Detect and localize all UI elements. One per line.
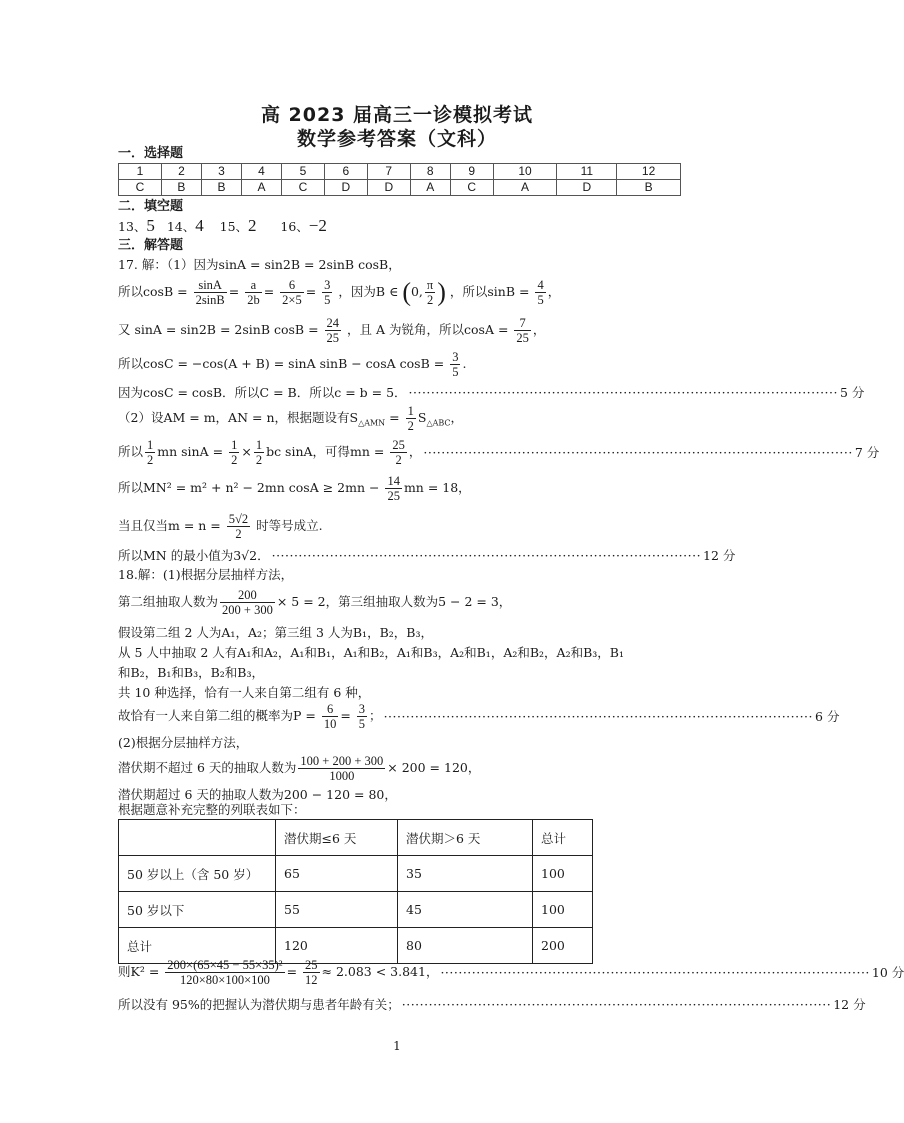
table-cell: 120 [276, 928, 398, 964]
fraction [325, 316, 342, 345]
numerator: 25 [305, 958, 318, 972]
table-cell [119, 820, 276, 856]
denominator: 5 [537, 293, 544, 307]
numerator: 100 + 200 + 300 [300, 754, 384, 768]
choice-answer-table [118, 163, 681, 196]
question-number-row [119, 164, 681, 180]
answer-cell: B [201, 180, 241, 196]
question-number: 9 [450, 164, 493, 180]
text: × 200 = 120， [387, 760, 481, 775]
denominator: 200 + 300 [222, 603, 273, 617]
q18-line-11: 根据题意补充完整的列联表如下： [118, 802, 306, 817]
text: 所以cosC = −cos(A + B) = sinA sinB − cosA cosB = [118, 356, 445, 371]
text: ≈ 2.083 < 3.841， [321, 964, 439, 979]
question-number: 2 [161, 164, 201, 180]
fraction [280, 278, 304, 307]
q18-line-9 [118, 754, 480, 783]
dot-leader: ································································································ [440, 964, 870, 980]
fraction [385, 474, 402, 503]
text: ， [450, 410, 464, 425]
fill-value: −2 [308, 216, 327, 235]
fill-label: 13、 [118, 219, 147, 234]
q17-line-8 [118, 474, 471, 503]
fraction [390, 438, 407, 467]
fill-label: 15、 [219, 219, 249, 234]
q17-line-4: 所以cosC = −cos(A + B) = sinA sinB − cosA cosB = $\frac{3}{5}$ . [118, 350, 467, 379]
answer-row [119, 180, 681, 196]
q17-line-1: 17. 解：（1）因为sinA = sin2B = 2sinB cosB， [118, 257, 401, 272]
fraction [425, 278, 435, 307]
text: ，因为B ∈ [338, 284, 399, 299]
denominator: 2 [147, 453, 154, 467]
answer-cell: A [410, 180, 450, 196]
dot-leader: ································································································ [408, 385, 838, 400]
answer-cell: B [161, 180, 201, 196]
numerator: a [245, 278, 262, 293]
question-number: 8 [410, 164, 450, 180]
dot-leader: ································································································ [423, 444, 853, 460]
subscript: △AMN [358, 418, 386, 428]
text: ， [408, 444, 422, 459]
text: 潜伏期不超过 6 天的抽取人数为 [118, 760, 297, 775]
numerator: 6 [280, 278, 304, 293]
text: 当且仅当m = n = [118, 518, 221, 533]
question-number: 1 [119, 164, 162, 180]
page-number: 1 [393, 1039, 401, 1053]
score: 6 分 [815, 708, 840, 724]
denominator: 5 [324, 293, 331, 307]
denominator: 25 [387, 489, 400, 503]
score: 12 分 [703, 548, 736, 563]
text: 因为cosC = cosB．所以C = B．所以c = b = 5． [118, 385, 407, 400]
numerator: 1 [147, 438, 154, 452]
denominator: 2 [231, 453, 238, 467]
answer-cell: B [617, 180, 681, 196]
fill-value: 2 [248, 216, 257, 235]
numerator: 7 [514, 316, 531, 331]
fraction [322, 702, 339, 731]
table-cell: 45 [398, 892, 533, 928]
q18-line-1: 18.解：(1)根据分层抽样方法， [118, 567, 294, 582]
denominator: 5 [358, 717, 366, 731]
table-cell: 35 [398, 856, 533, 892]
q17-line-3: 又 sinA = sin2B = 2sinB cosB = $\frac{24}{25}$ ，且 A 为锐角，所以cosA = $\frac{7}{25}$ ， [118, 316, 546, 345]
table-header-cell: 潜伏期＞6 天 [398, 820, 533, 856]
numerator: 5√2 [228, 512, 249, 526]
text: 所以cosB = [118, 284, 188, 299]
text: 所以没有 95%的把握认为潜伏期与患者年龄有关； [118, 997, 400, 1012]
text: 所以 [118, 444, 144, 459]
denominator: 2 [426, 293, 434, 307]
fraction [165, 958, 284, 987]
denominator: 5 [452, 365, 459, 379]
fraction [229, 438, 239, 467]
numerator: 14 [387, 474, 400, 488]
open-paren: ( [402, 277, 411, 307]
document-subtitle: 数学参考答案（文科） [296, 128, 497, 150]
section-heading-fill: 二．填空题 [118, 199, 184, 214]
text: ； [369, 708, 382, 723]
question-number: 3 [201, 164, 241, 180]
numerator: 1 [255, 438, 263, 452]
denominator: 2×5 [282, 293, 302, 307]
score: 10 分 [871, 964, 904, 980]
text: ，所以sinB = [449, 284, 530, 299]
numerator: 6 [322, 702, 339, 717]
table-row [119, 856, 593, 892]
answer-cell: A [241, 180, 281, 196]
denominator: 2 [407, 419, 414, 433]
text: 第二组抽取人数为 [118, 594, 219, 609]
text: 所以MN² = m² + n² − 2mn cosA ≥ 2mn − [118, 480, 380, 495]
q17-line-9 [118, 512, 323, 541]
fraction [303, 958, 320, 987]
numerator: 3 [452, 350, 459, 364]
numerator: 3 [324, 278, 331, 292]
table-cell: 65 [276, 856, 398, 892]
answer-cell: C [450, 180, 493, 196]
fill-value: 4 [195, 216, 204, 235]
fill-answers [118, 217, 327, 236]
table-row [119, 892, 593, 928]
fraction [254, 438, 264, 467]
score: 7 分 [854, 444, 880, 460]
numerator: π [426, 278, 434, 292]
table-cell: 80 [398, 928, 533, 964]
text: mn = 18， [403, 480, 471, 495]
fraction [450, 350, 460, 379]
text: bc sinA，可得mn = [266, 444, 385, 459]
section-heading-solve: 三．解答题 [118, 238, 184, 253]
denominator: 2b [247, 293, 260, 307]
denominator: 2 [235, 527, 242, 541]
table-cell: 200 [533, 928, 593, 964]
numerator: 1 [407, 404, 414, 418]
text: 则K² = [118, 964, 160, 979]
text: 0, [410, 284, 423, 299]
denominator: 25 [516, 331, 529, 345]
numerator: 1 [231, 438, 238, 452]
denominator: 25 [326, 331, 340, 345]
fraction [220, 588, 275, 617]
text: × [241, 444, 252, 459]
q18-line-5: 和B₂，B₁和B₃，B₂和B₃， [118, 665, 264, 680]
q18-line-10: 潜伏期超过 6 天的抽取人数为200 − 120 = 80， [118, 787, 397, 802]
q18-line-2 [118, 588, 511, 617]
numerator: 4 [537, 278, 544, 292]
text: 故恰有一人来自第二组的概率为P = [118, 708, 316, 723]
q18-line-12 [118, 958, 904, 987]
q17-line-7 [118, 438, 880, 467]
question-number: 12 [617, 164, 681, 180]
fraction [194, 278, 227, 307]
table-cell: 100 [533, 892, 593, 928]
score: 12 分 [833, 997, 866, 1012]
subscript: △ABC [426, 418, 451, 428]
question-number: 6 [324, 164, 367, 180]
text-group: 则K² = $\frac{\text{200×(65×45 − 55×35)²}}{120\times 80\times 100\times 100}$ = $\frac{25}{12}$ ≈ 2.083 < 3.841， [118, 958, 439, 987]
text: 又 sinA = sin2B = 2sinB cosB = [118, 322, 319, 337]
close-paren: ) [437, 277, 446, 307]
numerator: 24 [326, 316, 340, 330]
fraction [322, 278, 332, 307]
question-number: 10 [493, 164, 557, 180]
q17-line-5 [118, 384, 865, 402]
fraction [514, 316, 531, 345]
q18-line-8: (2)根据分层抽样方法， [118, 735, 249, 750]
denominator: 10 [323, 717, 337, 731]
q18-line-6: 共 10 种选择，恰有一人来自第二组有 6 种， [118, 685, 371, 700]
denominator: 2sinB [195, 293, 225, 307]
fill-label: 16、 [280, 219, 309, 234]
q18-line-7 [118, 702, 840, 731]
table-cell: 50 岁以上（含 50 岁） [119, 856, 276, 892]
text: 所以MN 的最小值为3√2． [118, 548, 270, 563]
answer-cell: D [367, 180, 410, 196]
dot-leader: ································································································ [383, 708, 814, 724]
denominator: 12 [305, 973, 318, 987]
fraction [298, 754, 385, 783]
q18-line-3: 假设第二组 2 人为A₁，A₂；第三组 3 人为B₁，B₂，B₃， [118, 625, 433, 640]
text: × 5 = 2，第三组抽取人数为5 − 2 = 3， [276, 594, 512, 609]
numerator: 200 [220, 588, 275, 603]
fraction [406, 404, 416, 433]
denominator: 120×80×100×100 [179, 973, 270, 987]
table-cell: 100 [533, 856, 593, 892]
numerator: 25 [392, 438, 405, 452]
text: mn sinA = [157, 444, 224, 459]
answer-cell: D [557, 180, 617, 196]
denominator: 2 [255, 453, 263, 467]
fraction [145, 438, 155, 467]
answer-cell: C [119, 180, 162, 196]
score: 5 分 [839, 385, 865, 400]
fraction [535, 278, 545, 307]
table-header-cell: 潜伏期≤6 天 [276, 820, 398, 856]
numerator: 200×(65×45 − 55×35)² [167, 958, 283, 972]
fill-value: 5 [146, 216, 155, 235]
q17-line-2: 所以cosB = $\frac{\sin A}{2\sin B}$ = $\frac{a}{2b}$ = $\frac{6}{2\times 5}$ = $\frac{3}{5}$ ，因为B ∈ (0, $\frac{\pi}{2}$ ) ，所以sinB = $\frac{4}{5}$ ， [118, 277, 561, 307]
q17-line-10 [118, 547, 736, 565]
fill-label: 14、 [166, 219, 196, 234]
text-group [118, 438, 421, 467]
text: 时等号成立. [256, 518, 323, 533]
fraction [227, 512, 250, 541]
text-group: 故恰有一人来自第二组的概率为P = $\frac{6}{10}$ = $\frac{3}{5}$ ； [118, 702, 382, 731]
table-header-cell: 总计 [533, 820, 593, 856]
q18-line-4: 从 5 人中抽取 2 人有A₁和A₂，A₁和B₁，A₁和B₂，A₁和B₃，A₂和B₁，A₂和B₂，A₂和B₃，B₁ [118, 645, 624, 660]
question-number: 11 [557, 164, 617, 180]
denominator: 2 [395, 453, 402, 467]
fraction [245, 278, 262, 307]
table-cell: 50 岁以下 [119, 892, 276, 928]
question-number: 7 [367, 164, 410, 180]
contingency-table [118, 819, 593, 964]
answer-cell: D [324, 180, 367, 196]
question-number: 4 [241, 164, 281, 180]
answer-cell: C [281, 180, 324, 196]
denominator: 1000 [329, 769, 355, 783]
answer-cell: A [493, 180, 557, 196]
q18-line-13 [118, 996, 866, 1014]
question-number: 5 [281, 164, 324, 180]
numerator: sinA [194, 278, 227, 293]
table-cell: 55 [276, 892, 398, 928]
document-title: 高 2023 届高三一诊模拟考试 [260, 104, 534, 126]
text: S [417, 410, 427, 425]
dot-leader: ································································································ [401, 997, 832, 1012]
numerator: 3 [358, 702, 366, 716]
dot-leader: ································································································ [271, 548, 702, 563]
text: ，且 A 为锐角，所以cosA = [347, 322, 509, 337]
section-heading-choice: 一．选择题 [118, 146, 184, 161]
table-header-row [119, 820, 593, 856]
table-cell: 总计 [119, 928, 276, 964]
fraction [357, 702, 367, 731]
text: （2）设AM = m，AN = n，根据题设有S [118, 410, 359, 425]
q17-line-6: （2）设AM = m，AN = n，根据题设有$S_{\triangle AMN}$ = $\frac{1}{2}$ $S_{\triangle ABC}$， [118, 404, 464, 433]
